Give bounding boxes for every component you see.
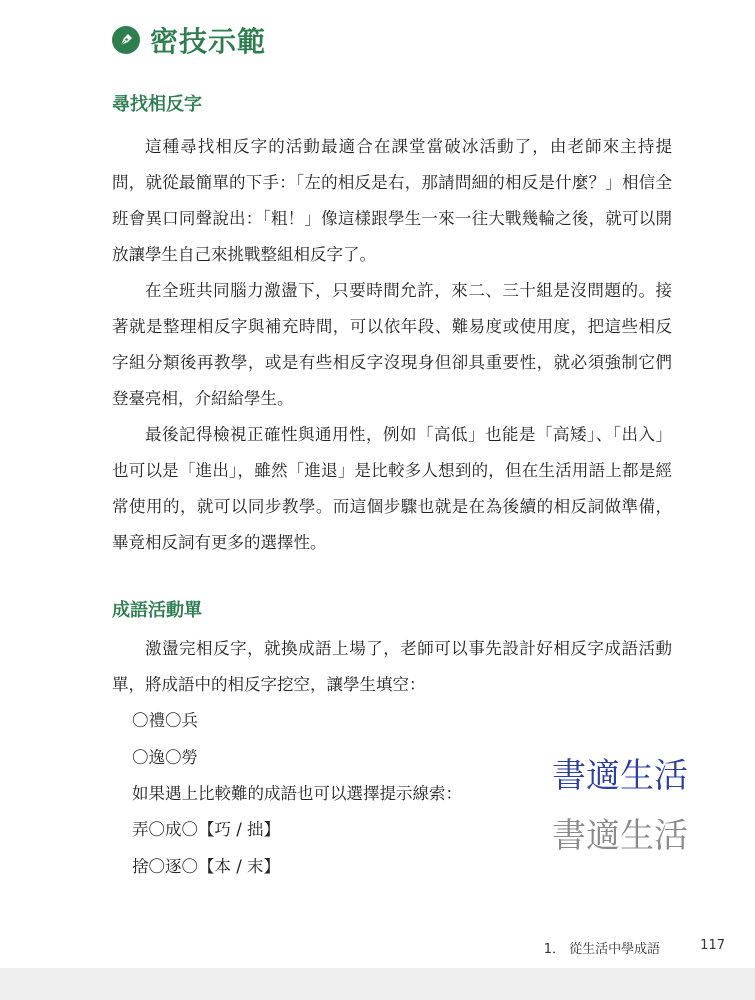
worksheet-item: 〇逸〇勞 [132,748,198,767]
bottom-strip [0,968,755,1000]
page-title [112,20,266,60]
chapter-label: 1． 從生活中學成語 [543,942,661,957]
worksheet-item: 〇禮〇兵 [132,711,198,730]
pen-nib-icon [112,26,140,54]
watermark-blue: 書適生活 [552,756,688,796]
section-heading-idiom-worksheet: 成語活動單 [112,600,202,621]
section1-body [112,129,672,561]
paragraph: 最後記得檢視正確性與通用性，例如「高低」也能是「高矮」、「出入」也可以是「進出」，雖然「進退」是比較多人想到的，但在生活用語上都是經常使用的，就可以同步教學。而這個步驟也就是在為後續的相反詞做準備，畢竟相反詞有更多的選擇性。 [112,425,672,552]
paragraph: 在全班共同腦力激盪下，只要時間允許，來二、三十組是沒問題的。接著就是整理相反字與補充時間，可以依年段、難易度或使用度，把這些相反字組分類後再教學，或是有些相反字沒現身但卻具重要性，就必須強制它們登臺亮相，介紹給學生。 [112,281,672,408]
watermark-gray: 書適生活 [552,816,688,856]
worksheet-hint-item: 捨〇逐〇【本 / 末】 [132,857,281,876]
page-number: 117 [700,938,725,953]
paragraph: 激盪完相反字，就換成語上場了，老師可以事先設計好相反字成語活動單，將成語中的相反字挖空，讓學生填空： [112,639,672,694]
page-title-text: 密技示範 [150,25,267,58]
hint-intro: 如果遇上比較難的成語也可以選擇提示線索： [132,784,462,803]
paragraph: 這種尋找相反字的活動最適合在課堂當破冰活動了，由老師來主持提問，就從最簡單的下手：「左的相反是右，那請問細的相反是什麼？」相信全班會異口同聲說出：「粗！」像這樣跟學生一來一往大戰幾輪之後，就可以開放讓學生自己來挑戰整組相反字了。 [112,137,672,264]
page-footer [544,938,725,957]
worksheet-hint-item: 弄〇成〇【巧 / 拙】 [132,820,281,839]
section-heading-find-opposites: 尋找相反字 [112,94,202,115]
section2-body [112,631,672,703]
